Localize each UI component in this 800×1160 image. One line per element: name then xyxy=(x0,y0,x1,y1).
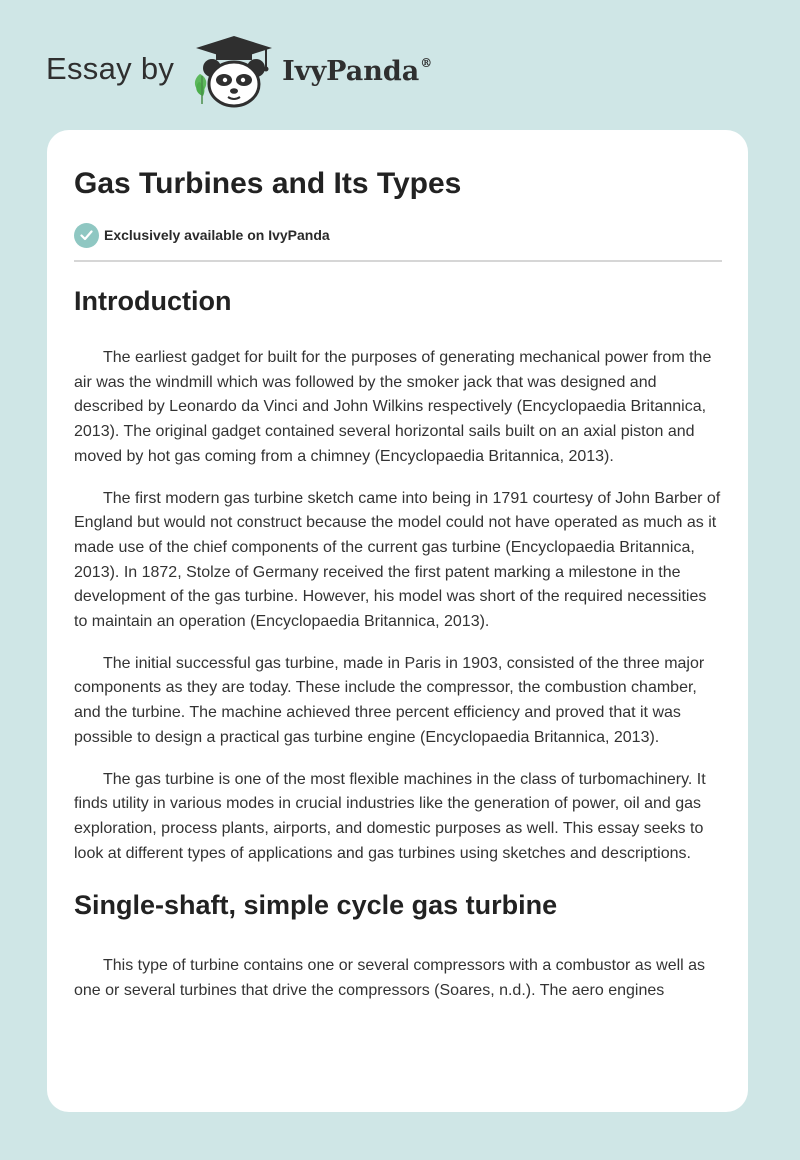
essay-title: Gas Turbines and Its Types xyxy=(74,167,462,200)
section-heading-introduction: Introduction xyxy=(74,286,232,316)
check-icon xyxy=(74,223,99,248)
paragraph: The gas turbine is one of the most flexible machines in the class of turbomachinery. It finds utility in various modes in crucial industries like the generation of power, oil and gas exploration, process plants, airports, and domestic purposes as well. This essay seeks to look at different types of applications and gas turbines using sketches and descriptions. xyxy=(74,770,706,862)
essay-card xyxy=(47,130,748,1112)
exclusive-label: Exclusively available on IvyPanda xyxy=(104,227,330,243)
paragraph: The initial successful gas turbine, made in Paris in 1903, consisted of the three major components as they are today. These include the compressor, the combustion chamber, and the turbine. The machine achieved three percent efficiency and proved that it was possible to design a practical gas turbine engine (Encyclopaedia Britannica, 2013). xyxy=(74,654,705,746)
paragraph: This type of turbine contains one or several compressors with a combustor as well as one or several turbines that drive the compressors (Soares, n.d.). The aero engines xyxy=(74,957,706,1000)
exclusive-badge xyxy=(74,222,722,248)
paragraph: The earliest gadget for built for the purposes of generating mechanical power from the air was the windmill which was followed by the smoker jack that was designed and described by Leonardo da Vinci and John Wilkins respectively (Encyclopaedia Britannica, 2013). The original gadget contained several horizontal sails built on an axial piston and moved by hot gas coming from a chimney (Encyclopaedia Britannica, 2013). xyxy=(74,349,712,465)
brand-name: IvyPanda® xyxy=(282,55,433,87)
paragraph: The first modern gas turbine sketch came into being in 1791 courtesy of John Barber of England but would not construct because the model could not have operated as much as it made use of the chief components of the current gas turbine (Encyclopaedia Britannica, 2013). In 1872, Stolze of Germany received the first patent marking a milestone in the development of the gas turbine. However, his model was short of the required necessities to maintain an operation (Encyclopaedia Britannica, 2013). xyxy=(74,489,721,631)
panda-graduate-icon xyxy=(190,34,278,110)
divider xyxy=(74,260,722,262)
brand-header[interactable] xyxy=(46,34,432,110)
brand-prefix: Essay by xyxy=(46,51,175,86)
section-heading-single-shaft: Single-shaft, simple cycle gas turbine xyxy=(74,890,558,921)
